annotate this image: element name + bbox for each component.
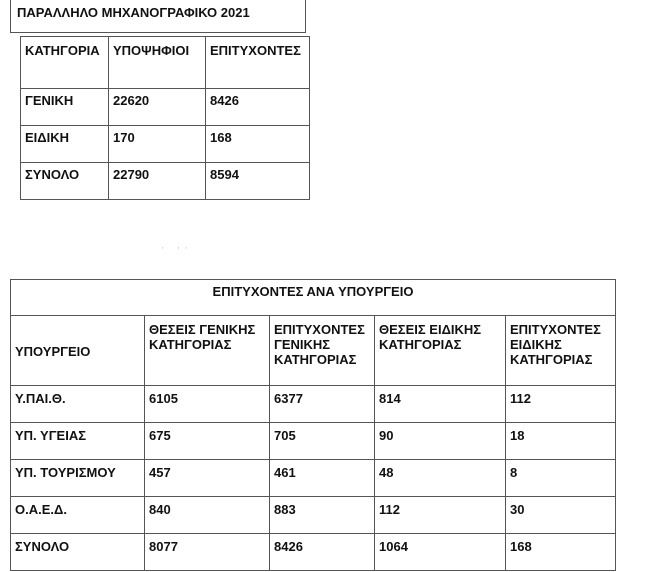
- table-cell: 48: [375, 460, 506, 497]
- table-cell: 8077: [145, 534, 270, 571]
- header-cell: ΕΠΙΤΥΧΟΝΤΕΣ ΓΕΝΙΚΗΣ ΚΑΤΗΓΟΡΙΑΣ: [270, 316, 375, 386]
- header-cell: ΥΠΟΥΡΓΕΙΟ: [11, 316, 145, 386]
- table-cell: 168: [506, 534, 616, 571]
- ministry-caption: ΕΠΙΤΥΧΟΝΤΕΣ ΑΝΑ ΥΠΟΥΡΓΕΙΟ: [11, 280, 616, 316]
- table-row: [21, 163, 310, 200]
- table-cell: 112: [506, 386, 616, 423]
- table-cell: 8: [506, 460, 616, 497]
- table-row: [11, 386, 616, 423]
- caption-row: [11, 280, 616, 316]
- table-header-row: [21, 37, 310, 89]
- table-cell: 461: [270, 460, 375, 497]
- header-cell: ΕΠΙΤΥΧΟΝΤΕΣ: [206, 37, 310, 89]
- table-cell: 30: [506, 497, 616, 534]
- ministry-table: [10, 279, 616, 571]
- table-row: [11, 423, 616, 460]
- header-cell: ΥΠΟΨΗΦΙΟΙ: [109, 37, 206, 89]
- table-cell: 170: [109, 126, 206, 163]
- table-cell: 705: [270, 423, 375, 460]
- table-cell: 6377: [270, 386, 375, 423]
- summary-table: [20, 36, 310, 200]
- table-header-row: [11, 316, 616, 386]
- table-cell: 883: [270, 497, 375, 534]
- table-cell: Ο.Α.Ε.Δ.: [11, 497, 145, 534]
- table-cell: ΣΥΝΟΛΟ: [21, 163, 109, 200]
- table-cell: 112: [375, 497, 506, 534]
- table-cell: 457: [145, 460, 270, 497]
- header-cell: ΘΕΣΕΙΣ ΓΕΝΙΚΗΣ ΚΑΤΗΓΟΡΙΑΣ: [145, 316, 270, 386]
- table-cell: 840: [145, 497, 270, 534]
- header-cell: ΕΠΙΤΥΧΟΝΤΕΣ ΕΙΔΙΚΗΣ ΚΑΤΗΓΟΡΙΑΣ: [506, 316, 616, 386]
- table-cell: 90: [375, 423, 506, 460]
- table-cell: 168: [206, 126, 310, 163]
- header-cell: ΚΑΤΗΓΟΡΙΑ: [21, 37, 109, 89]
- table-cell: 675: [145, 423, 270, 460]
- table-cell: 8594: [206, 163, 310, 200]
- summary-title: ΠΑΡΑΛΛΗΛΟ ΜΗΧΑΝΟΓΡΑΦΙΚΟ 2021: [10, 0, 306, 33]
- table-cell: ΥΠ. ΤΟΥΡΙΣΜΟΥ: [11, 460, 145, 497]
- table-cell: ΣΥΝΟΛΟ: [11, 534, 145, 571]
- table-cell: 6105: [145, 386, 270, 423]
- table-row: [21, 89, 310, 126]
- table-cell: ΓΕΝΙΚΗ: [21, 89, 109, 126]
- table-cell: 22620: [109, 89, 206, 126]
- table-cell: ΕΙΔΙΚΗ: [21, 126, 109, 163]
- header-cell: ΘΕΣΕΙΣ ΕΙΔΙΚΗΣ ΚΑΤΗΓΟΡΙΑΣ: [375, 316, 506, 386]
- table-row: [11, 460, 616, 497]
- table-cell: 8426: [270, 534, 375, 571]
- table-row: [11, 497, 616, 534]
- scan-artifact: ' '': [162, 246, 193, 255]
- table-cell: ΥΠ. ΥΓΕΙΑΣ: [11, 423, 145, 460]
- table-row: [21, 126, 310, 163]
- table-cell: 1064: [375, 534, 506, 571]
- table-cell: 8426: [206, 89, 310, 126]
- table-cell: 22790: [109, 163, 206, 200]
- table-row: [11, 534, 616, 571]
- table-cell: 18: [506, 423, 616, 460]
- table-cell: Υ.ΠΑΙ.Θ.: [11, 386, 145, 423]
- table-cell: 814: [375, 386, 506, 423]
